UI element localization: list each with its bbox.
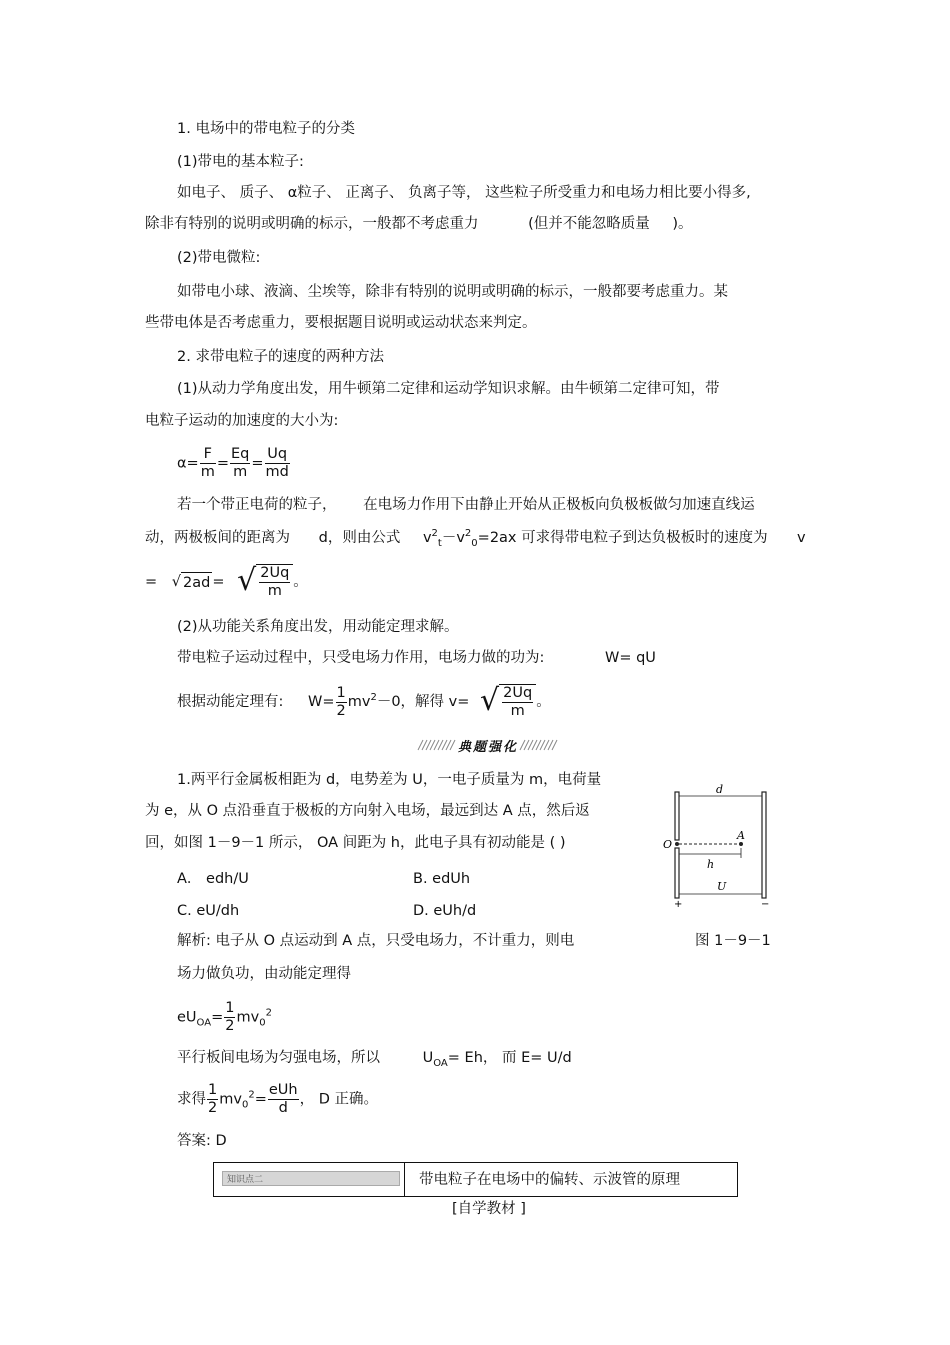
text-span: d，则由公式 bbox=[318, 530, 401, 546]
fraction bbox=[265, 446, 290, 481]
knowledge-point-box bbox=[213, 1162, 738, 1197]
tag-label: 知识点二 bbox=[227, 1175, 264, 1185]
text-line bbox=[145, 214, 693, 234]
text-line: 些带电体是否考虑重力，要根据题目说明或运动状态来判定。 bbox=[145, 315, 537, 331]
eq-part: 求得 bbox=[177, 1091, 206, 1108]
right-plate bbox=[762, 792, 766, 898]
eq-part: W= bbox=[308, 694, 335, 710]
text-span: U bbox=[422, 1050, 434, 1066]
eq-part: mv bbox=[236, 1009, 260, 1026]
numerator: eUh bbox=[268, 1082, 298, 1098]
numerator: Eq bbox=[231, 446, 250, 462]
option-a: A． edh/U bbox=[177, 871, 249, 887]
eq-part: α= bbox=[177, 455, 199, 472]
text-span: )。 bbox=[672, 216, 693, 232]
equation-energy-theorem bbox=[177, 1000, 272, 1035]
knowledge-point-tag-cell bbox=[214, 1163, 405, 1196]
fraction bbox=[230, 446, 250, 481]
numerator: 1 bbox=[336, 684, 346, 701]
numerator: 2Uq bbox=[503, 685, 533, 701]
question-line: 回，如图 1－9－1 所示， OA 间距为 h，此电子具有初动能是 ( ) bbox=[145, 835, 566, 851]
eq-part: = bbox=[212, 574, 225, 590]
solution-line: 场力做负功，由动能定理得 bbox=[177, 966, 351, 982]
eq-part: 0 bbox=[471, 537, 478, 549]
square-root bbox=[237, 564, 293, 600]
radicand bbox=[499, 684, 536, 720]
radical-sign: √ bbox=[480, 683, 500, 718]
eq-part: 2 bbox=[248, 1089, 255, 1101]
option-c: C. eU/dh bbox=[177, 903, 240, 919]
eq-part: 0 bbox=[259, 1017, 266, 1029]
eq-part: =2ax 可求得带电粒子到达负极板时的速度为 bbox=[477, 530, 768, 546]
text-line bbox=[177, 648, 656, 668]
figure-caption: 图 1－9－1 bbox=[695, 933, 771, 949]
point-o bbox=[675, 842, 679, 846]
eq-part: 2 bbox=[265, 1007, 272, 1019]
eq-part: mv bbox=[219, 1091, 242, 1108]
eq-part: －v bbox=[441, 530, 465, 546]
numerator: 1 bbox=[208, 1082, 218, 1098]
question-line: 为 e，从 O 点沿垂直于极板的方向射入电场，最远到达 A 点，然后返 bbox=[145, 803, 590, 819]
eq-part: 0 bbox=[241, 1099, 249, 1111]
fraction bbox=[502, 685, 533, 720]
text-line: 如电子、 质子、 α粒子、 正离子、 负离子等， 这些粒子所受重力和电场力相比要小得多, bbox=[177, 185, 751, 201]
text-line: (1)从动力学角度出发，用牛顿第二定律和运动学知识求解。由牛顿第二定律可知，带 bbox=[177, 381, 720, 397]
answer-line: 答案: D bbox=[177, 1133, 227, 1149]
figure-parallel-plates bbox=[655, 778, 780, 908]
label-plus: + bbox=[674, 899, 683, 908]
denominator: d bbox=[278, 1100, 288, 1116]
text-line: 电粒子运动的加速度的大小为: bbox=[145, 413, 339, 429]
heading-2: 2. 求带电粒子的速度的两种方法 bbox=[177, 349, 384, 365]
formula-kinematics bbox=[422, 528, 768, 549]
eq-part: eU bbox=[177, 1009, 197, 1026]
sub-heading-2: (2)带电微粒: bbox=[177, 250, 261, 266]
text-span: 若一个带正电荷的粒子， bbox=[177, 497, 337, 513]
question-line: 1.两平行金属板相距为 d，电势差为 U，一电子质量为 m，电荷量 bbox=[177, 772, 602, 788]
eq-part: ， D 正确。 bbox=[299, 1091, 378, 1108]
equation-work-energy bbox=[177, 684, 551, 720]
knowledge-point-title: 带电粒子在电场中的偏转、示波管的原理 bbox=[419, 1172, 680, 1188]
fraction bbox=[336, 685, 347, 720]
text-line bbox=[177, 495, 755, 515]
text-span: = Eh， 而 E= U/d bbox=[447, 1050, 572, 1066]
numerator: F bbox=[200, 446, 216, 464]
fraction bbox=[207, 1082, 218, 1117]
text-span: 在电场力作用下由静止开始从正极板向负极板做匀加速直线运 bbox=[363, 497, 755, 513]
eq-part: t bbox=[437, 537, 442, 549]
eq-part: 2 bbox=[370, 692, 377, 704]
point-a bbox=[739, 842, 743, 846]
eq-part: = bbox=[254, 1091, 267, 1108]
solution-line: 解析: 电子从 O 点运动到 A 点，只受电场力，不计重力，则电 bbox=[177, 933, 575, 949]
eq-part: 2 bbox=[431, 528, 438, 540]
denominator: m bbox=[233, 464, 248, 480]
label-o: O bbox=[663, 838, 673, 851]
text-span: (但并不能忽略质量 bbox=[528, 216, 650, 232]
text-line: 如带电小球、液滴、尘埃等，除非有特别的说明或明确的标示，一般都要考虑重力。某 bbox=[177, 284, 728, 300]
self-study-label: [自学教材 ] bbox=[452, 1201, 526, 1217]
label-d: d bbox=[716, 783, 724, 796]
eq-part: －0，解得 v= bbox=[376, 694, 470, 710]
radicand bbox=[256, 564, 293, 600]
eq-part: = bbox=[145, 574, 158, 590]
label-u: U bbox=[717, 880, 727, 893]
eq-part: 。 bbox=[293, 574, 308, 590]
knowledge-point-tag bbox=[222, 1171, 400, 1186]
eq-part: 根据动能定理有: bbox=[177, 694, 284, 710]
fraction bbox=[200, 446, 216, 481]
heading-1: 1. 电场中的带电粒子的分类 bbox=[177, 121, 355, 137]
eq-part: v bbox=[422, 530, 432, 546]
fraction bbox=[224, 1000, 235, 1035]
eq-part: = bbox=[211, 1009, 224, 1026]
equation-velocity bbox=[145, 564, 308, 600]
text-span: 动，两极板间的距离为 bbox=[145, 530, 290, 546]
fraction bbox=[259, 565, 290, 600]
solution-line bbox=[177, 1048, 572, 1068]
denominator: m bbox=[510, 703, 525, 719]
text-span: W= qU bbox=[605, 650, 656, 666]
label-a: A bbox=[737, 829, 745, 842]
denominator: 2 bbox=[336, 702, 346, 719]
sub-heading-1: (1)带电的基本粒子: bbox=[177, 154, 304, 170]
left-plate-upper bbox=[675, 792, 679, 840]
text-span: 平行板间电场为匀强电场，所以 bbox=[177, 1050, 380, 1066]
left-plate-lower bbox=[675, 848, 679, 898]
sub-heading-3: (2)从功能关系角度出发，用动能定理求解。 bbox=[177, 619, 459, 635]
banner-title: 典题强化 bbox=[458, 740, 519, 755]
denominator: m bbox=[200, 464, 215, 480]
numerator: 1 bbox=[225, 1000, 235, 1016]
section-banner bbox=[416, 737, 559, 753]
radical-sign: √ bbox=[171, 573, 182, 590]
text-span: OA bbox=[433, 1057, 448, 1069]
label-minus: − bbox=[761, 899, 770, 908]
radicand: 2ad bbox=[181, 572, 212, 593]
label-h: h bbox=[707, 858, 715, 871]
denominator: m bbox=[267, 583, 282, 599]
fraction bbox=[268, 1082, 299, 1117]
denominator: md bbox=[265, 464, 289, 480]
radical-sign: √ bbox=[237, 563, 257, 598]
option-d: D. eUh/d bbox=[413, 903, 477, 919]
eq-part: 2 bbox=[464, 528, 472, 540]
eq-part: = bbox=[216, 455, 229, 472]
eq-part: mv bbox=[347, 694, 371, 710]
option-b: B. edUh bbox=[413, 871, 471, 887]
text-span: 除非有特别的说明或明确的标示，一般都不考虑重力 bbox=[145, 216, 479, 232]
text-line bbox=[145, 528, 815, 548]
denominator: 2 bbox=[208, 1100, 218, 1116]
eq-part: = bbox=[251, 455, 264, 472]
numerator: 2Uq bbox=[260, 565, 290, 581]
square-root bbox=[480, 684, 536, 720]
text-span: 带电粒子运动过程中，只受电场力作用，电场力做的功为: bbox=[177, 650, 545, 666]
eq-part: OA bbox=[196, 1017, 212, 1029]
eq-part: 。 bbox=[536, 694, 551, 710]
numerator: Uq bbox=[265, 446, 290, 464]
equation-acceleration bbox=[177, 446, 291, 481]
equation-result bbox=[177, 1082, 378, 1117]
square-root bbox=[172, 572, 213, 593]
text-span: v bbox=[797, 530, 806, 546]
denominator: 2 bbox=[225, 1018, 235, 1034]
